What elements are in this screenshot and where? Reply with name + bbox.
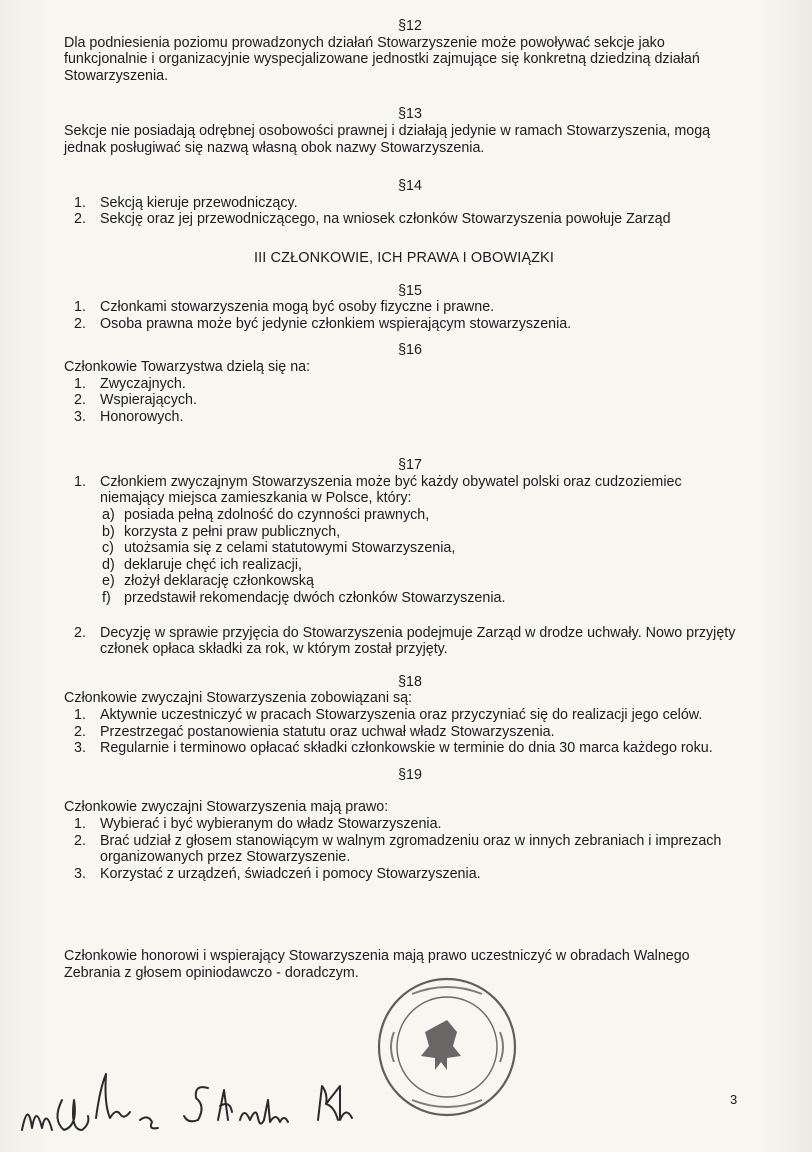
section-12-heading: §12 bbox=[398, 18, 422, 34]
list-item: 3. Regularnie i terminowo opłacać składki członkowskie w terminie do dnia 30 marca każdego roku. bbox=[74, 740, 713, 757]
section-15-heading: §15 bbox=[398, 282, 422, 299]
list-item: 1. Aktywnie uczestniczyć w pracach Stowarzyszenia oraz przyczyniać się do realizacji jego celów. bbox=[74, 707, 703, 723]
section-13-text: Sekcje nie posiadają odrębnej osobowości prawnej i działają jedynie w ramach Stowarzyszenia, mogą jednak posługiwać się nazwą własną obok nazwy Stowarzyszenia. bbox=[64, 122, 711, 156]
list-item: 1. Członkami stowarzyszenia mogą być osoby fizyczne i prawne. bbox=[74, 299, 495, 316]
section-19-list bbox=[64, 816, 744, 882]
sub-list-item: e) złożył deklarację członkowską bbox=[102, 573, 314, 590]
section-17-item-2-text: Decyzję w sprawie przyjęcia do Stowarzyszenia podejmuje Zarząd w drodze uchwały. Nowo przyjęty członek opłaca składki za rok, w którym został przyjęty. bbox=[100, 624, 736, 658]
section-15-list bbox=[64, 299, 744, 332]
sub-list-item: c) utożsamia się z celami statutowymi Stowarzyszenia, bbox=[102, 540, 456, 557]
section-19-heading: §19 bbox=[398, 766, 422, 783]
list-item: 2. Przestrzegać postanowienia statutu oraz uchwał władz Stowarzyszenia. bbox=[74, 723, 555, 740]
list-item: 2. Wspierających. bbox=[74, 392, 197, 409]
section-17-sublist bbox=[100, 507, 744, 607]
sub-list-item: d) deklaruje chęć ich realizacji, bbox=[102, 556, 302, 573]
section-18-heading: §18 bbox=[398, 673, 422, 690]
list-item: 2. Sekcję oraz jej przewodniczącego, na wniosek członków Stowarzyszenia powołuje Zarząd bbox=[74, 211, 671, 228]
section-14-list bbox=[64, 195, 744, 228]
list-item: 3. Korzystać z urządzeń, świadczeń i pomocy Stowarzyszenia. bbox=[74, 865, 481, 882]
list-item: 1. Wybierać i być wybieranym do władz Stowarzyszenia. bbox=[74, 815, 442, 832]
closing-paragraph: Członkowie honorowi i wspierający Stowarzyszenia mają prawo uczestniczyć w obradach Walnego Zebrania z głosem opiniodawczo - doradczym. bbox=[64, 948, 690, 981]
section-17-list bbox=[64, 474, 744, 658]
sub-list-item: b) korzysta z pełni praw publicznych, bbox=[102, 523, 341, 540]
list-item: 1. Sekcją kieruje przewodniczący. bbox=[74, 194, 298, 211]
list-item: 1. Zwyczajnych. bbox=[74, 375, 186, 392]
section-14-heading: §14 bbox=[398, 178, 422, 195]
handwritten-signatures bbox=[18, 1060, 398, 1140]
section-17-heading: §17 bbox=[398, 457, 422, 474]
list-item: 2. Osoba prawna może być jedynie członkiem wspierającym stowarzyszenia. bbox=[74, 315, 572, 332]
page-number: 3 bbox=[730, 1092, 738, 1107]
list-item: 2. Brać udział z głosem stanowiącym w walnym zgromadzeniu oraz w innych zebraniach i imprezach organizowanych przez Stowarzyszenie. bbox=[74, 832, 722, 866]
list-item: 3. Honorowych. bbox=[74, 408, 184, 425]
section-16-intro: Członkowie Towarzystwa dzielą się na: bbox=[64, 358, 311, 375]
section-13-heading: §13 bbox=[398, 106, 422, 123]
section-16-heading: §16 bbox=[398, 342, 422, 359]
list-item: 2. Decyzję w sprawie przyjęcia do Stowarzyszenia podejmuje Zarząd w drodze uchwały. Nowo przyjęty członek opłaca składki za rok, w którym został przyjęty. bbox=[74, 624, 736, 658]
section-17-item-1-text: Członkiem zwyczajnym Stowarzyszenia może być każdy obywatel polski oraz cudzoziemiec niemający miejsca zamieszkania w Polsce, który: bbox=[100, 473, 682, 507]
section-12-text: Dla podniesienia poziomu prowadzonych działań Stowarzyszenie może powoływać sekcje jako funkcjonalnie i organizacyjnie wyspecjalizowane jednostki zajmujące się konkretną dziedziną działań Stowarzyszenia. bbox=[64, 34, 700, 84]
section-18-list bbox=[64, 707, 744, 757]
section-19-intro: Członkowie zwyczajni Stowarzyszenia mają prawo: bbox=[64, 799, 389, 816]
chapter-heading: III CZŁONKOWIE, ICH PRAWA I OBOWIĄZKI bbox=[254, 249, 554, 266]
list-item: 1. Członkiem zwyczajnym Stowarzyszenia może być każdy obywatel polski oraz cudzoziemiec niemający miejsca zamieszkania w Polsce, który: a) posiada pełną zdolność do czynności prawnych, b) korzysta z pełni praw publicznych, c) utożsamia się z celami statutowymi Stowarzyszenia, d) deklaruje chęć ich realizacji, e) złożył deklarację członkowską f) przedstawił rekomendację dwóch członków Stowarzyszenia. bbox=[100, 474, 744, 607]
sub-list-item: a) posiada pełną zdolność do czynności prawnych, bbox=[102, 507, 430, 524]
sub-list-item: f) przedstawił rekomendację dwóch członków Stowarzyszenia. bbox=[102, 590, 506, 607]
section-16-list bbox=[64, 376, 744, 426]
section-18-intro: Członkowie zwyczajni Stowarzyszenia zobowiązani są: bbox=[64, 690, 413, 707]
document-body bbox=[64, 18, 744, 982]
